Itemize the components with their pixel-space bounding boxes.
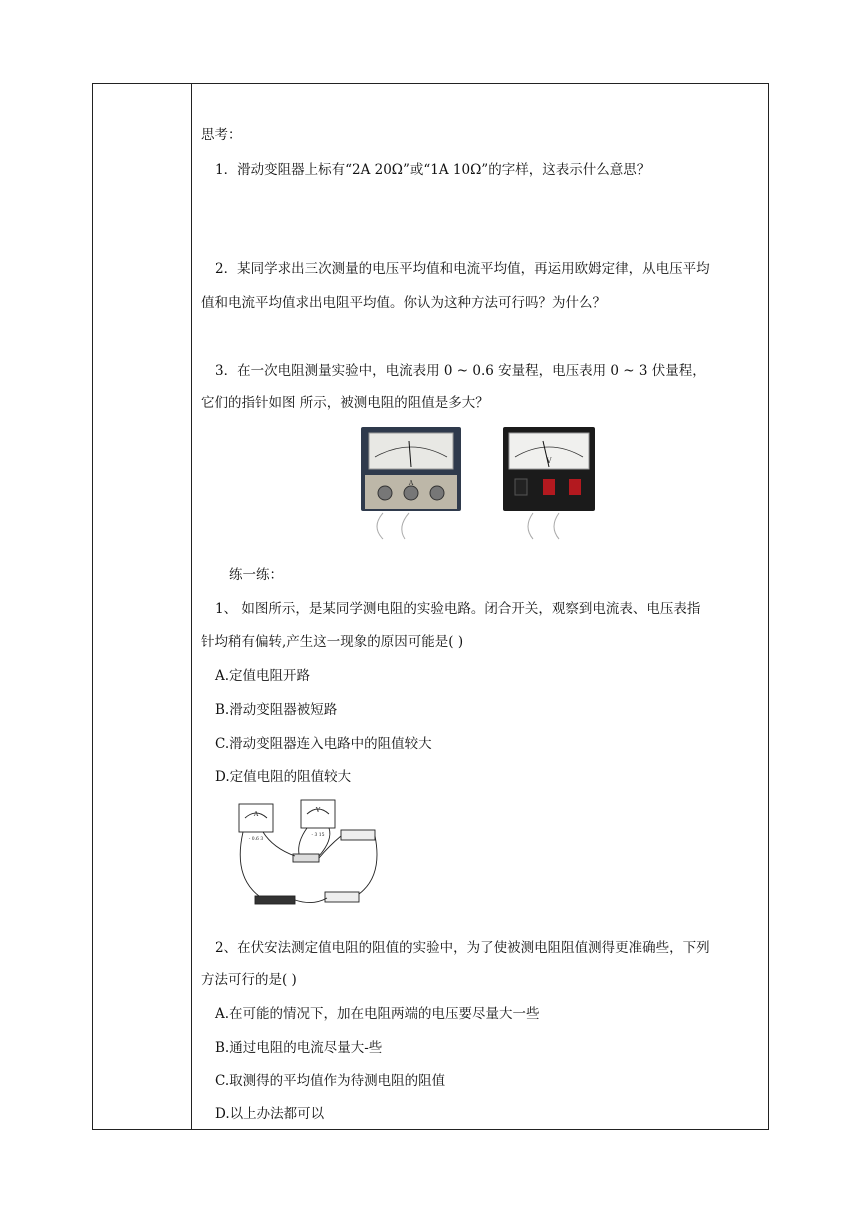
worksheet-table: [92, 83, 769, 1130]
practice-2-line-1: 2、在伏安法测定值电阻的阻值的实验中，为了使被测电阻阻值测得更准确些，下列: [215, 940, 710, 956]
practice-1-option-b: B.滑动变阻器被短路: [215, 702, 338, 718]
circuit-voltmeter-symbol: V: [315, 807, 321, 814]
circuit-voltmeter: [301, 800, 335, 828]
voltmeter-image: [503, 427, 595, 539]
practice-1-option-d: D.定值电阻的阻值较大: [215, 769, 352, 785]
practice-1-line-2: 针均稍有偏转,产生这一现象的原因可能是( ): [201, 634, 464, 650]
practice-1-line-1: 1、 如图所示，是某同学测电阻的实验电路。闭合开关，观察到电流表、电压表指: [215, 601, 701, 617]
practice-1-option-c: C.滑动变阻器连入电路中的阻值较大: [215, 736, 432, 752]
practice-2-option-b: B.通过电阻的电流尽量大-些: [215, 1040, 383, 1056]
table-column-divider: [191, 84, 192, 1129]
meters-figure: [361, 427, 601, 547]
circuit-rheostat: [341, 830, 375, 840]
practice-2-line-2: 方法可行的是( ): [201, 972, 297, 988]
voltmeter-symbol: V: [546, 457, 552, 465]
question-3-line-2: 它们的指针如图 所示，被测电阻的阻值是多大？: [201, 395, 489, 411]
content-cell: [201, 84, 768, 1129]
circuit-battery: [255, 896, 295, 904]
circuit-ammeter-symbol: A: [253, 811, 259, 818]
practice-2-option-c: C.取测得的平均值作为待测电阻的阻值: [215, 1073, 446, 1089]
circuit-ammeter-terminals: - 0.6 3: [248, 837, 264, 842]
circuit-figure: [233, 796, 393, 914]
circuit-voltmeter-terminals: - 3 15: [311, 833, 325, 838]
question-2-line-1: 2．某同学求出三次测量的电压平均值和电流平均值，再运用欧姆定律，从电压平均: [215, 261, 710, 277]
practice-2-option-d: D.以上办法都可以: [215, 1106, 325, 1122]
thinking-heading: 思考：: [201, 127, 242, 143]
circuit-switch: [325, 892, 359, 902]
question-1: 1．滑动变阻器上标有“2A 20Ω”或“1A 10Ω”的字样，这表示什么意思？: [215, 162, 651, 178]
question-3-line-1: 3．在一次电阻测量实验中，电流表用 0 ~ 0.6 安量程，电压表用 0 ~ 3 伏量程，: [215, 363, 706, 379]
circuit-resistor: [293, 854, 319, 862]
circuit-ammeter: [239, 804, 273, 832]
practice-1-option-a: A.定值电阻开路: [215, 668, 311, 684]
question-2-line-2: 值和电流平均值求出电阻平均值。你认为这种方法可行吗？为什么？: [201, 295, 606, 311]
ammeter-symbol: A: [408, 480, 414, 487]
practice-heading: 练一练：: [229, 567, 283, 583]
practice-2-option-a: A.在可能的情况下，加在电阻两端的电压要尽量大一些: [215, 1006, 540, 1022]
ammeter-image: [361, 427, 461, 539]
